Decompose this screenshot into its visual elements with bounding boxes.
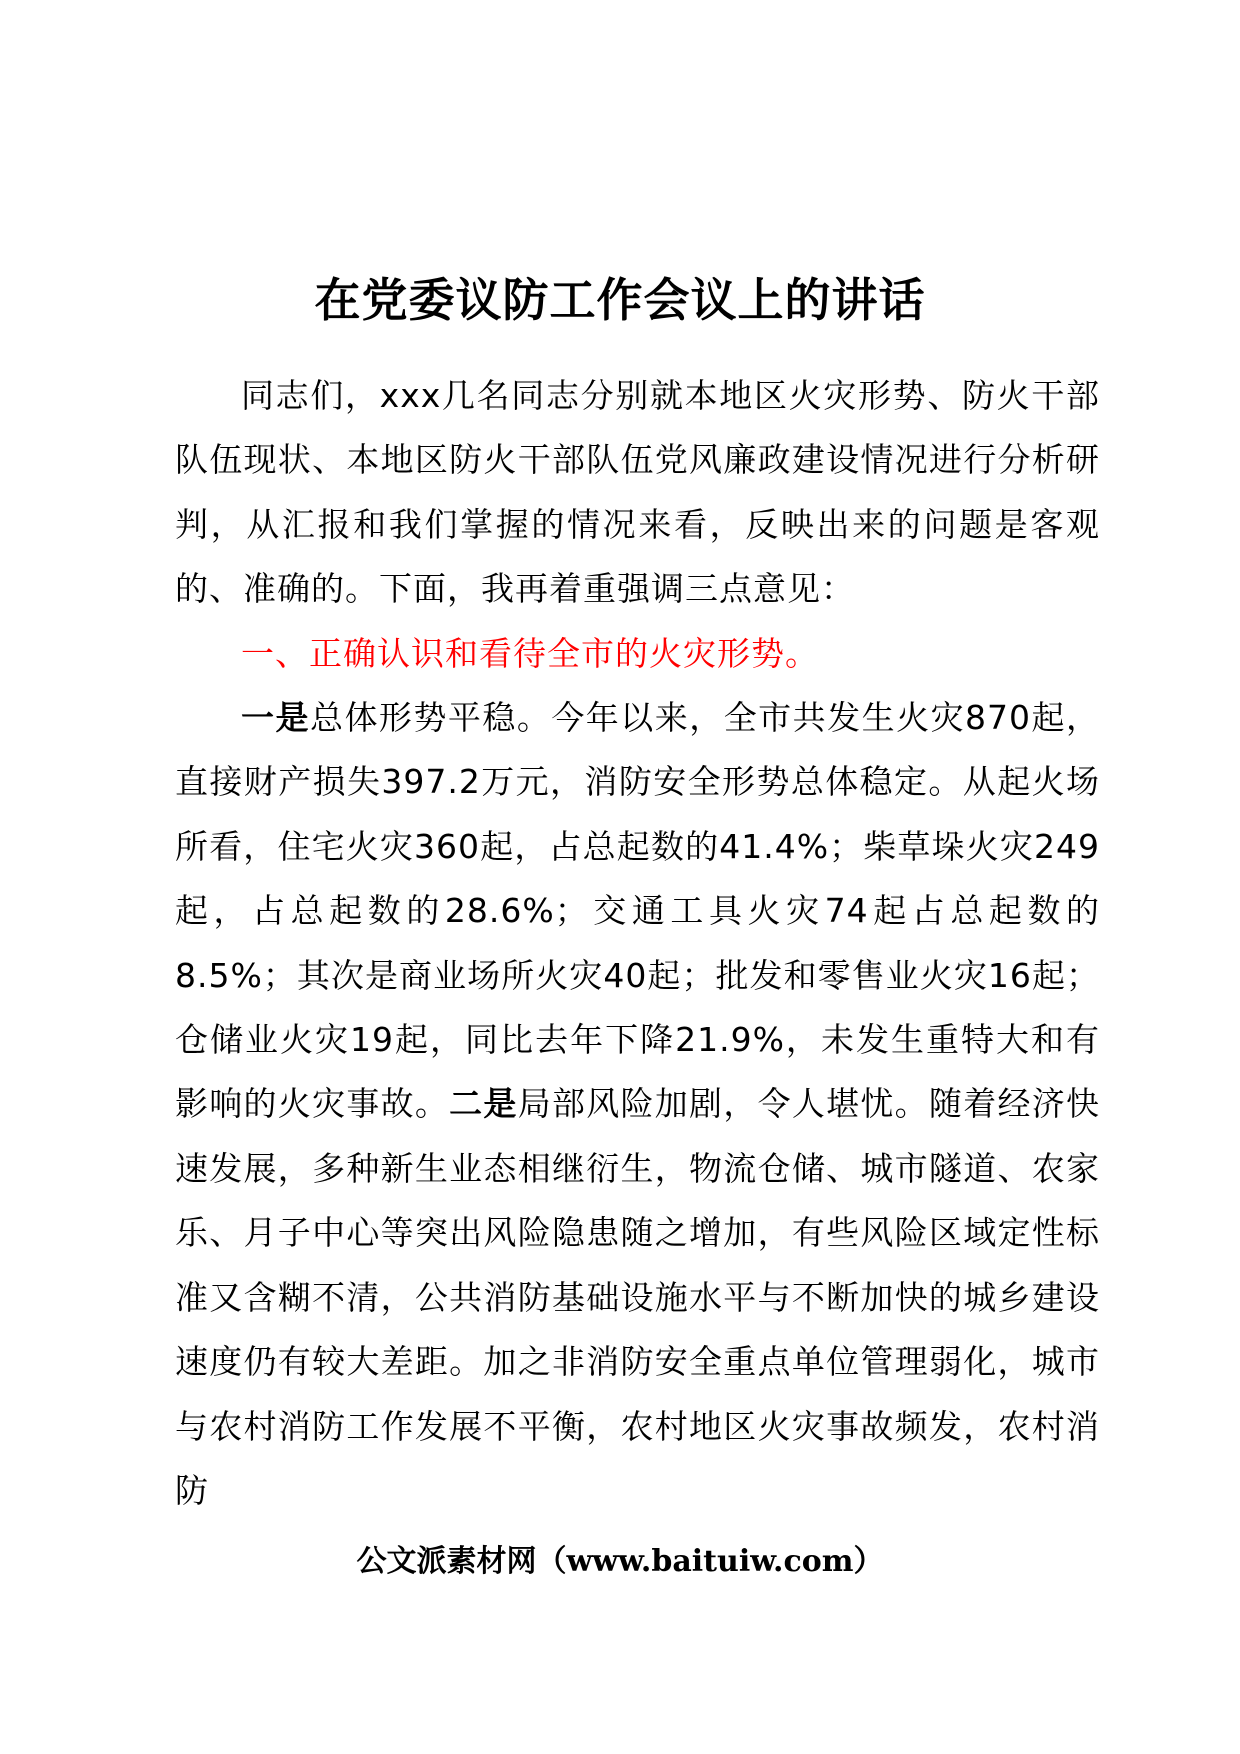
document-body (175, 364, 1100, 1523)
lead-label-first: 一是 (241, 698, 310, 738)
lead-label-second: 二是 (449, 1084, 518, 1124)
section-heading: 一、正确认识和看待全市的火灾形势。 (241, 633, 819, 673)
intro-paragraph: 同志们，xxx几名同志分别就本地区火灾形势、防火干部队伍现状、本地区防火干部队伍党风廉政建设情况进行分析研判，从汇报和我们掌握的情况来看，反映出来的问题是客观的、准确的。下面，我再着重强调三点意见： (175, 376, 1100, 609)
paragraph-text-second: 局部风险加剧，令人堪忧。随着经济快速发展，多种新生业态相继衍生，物流仓储、城市隧道、农家乐、月子中心等突出风险隐患随之增加，有些风险区域定性标准又含糊不清，公共消防基础设施水平与不断加快的城乡建设速度仍有较大差距。加之非消防安全重点单位管理弱化，城市与农村消防工作发展不平衡，农村地区火灾事故频发，农村消防 (175, 1084, 1101, 1510)
paragraph-text-first: 总体形势平稳。今年以来，全市共发生火灾870起，直接财产损失397.2万元，消防安全形势总体稳定。从起火场所看，住宅火灾360起，占总起数的41.4%；柴草垛火灾249起，占总起数的28.6%；交通工具火灾74起占总起数的8.5%；其次是商业场所火灾40起；批发和零售业火灾16起；仓储业火灾19起，同比去年下降21.9%，未发生重特大和有影响的火灾事故。 (175, 698, 1100, 1124)
document-title: 在党委议防工作会议上的讲话 (314, 273, 926, 327)
section-paragraph (175, 686, 1100, 1523)
source-footer: 公文派素材网（www.baituiw.com） (356, 1544, 884, 1579)
